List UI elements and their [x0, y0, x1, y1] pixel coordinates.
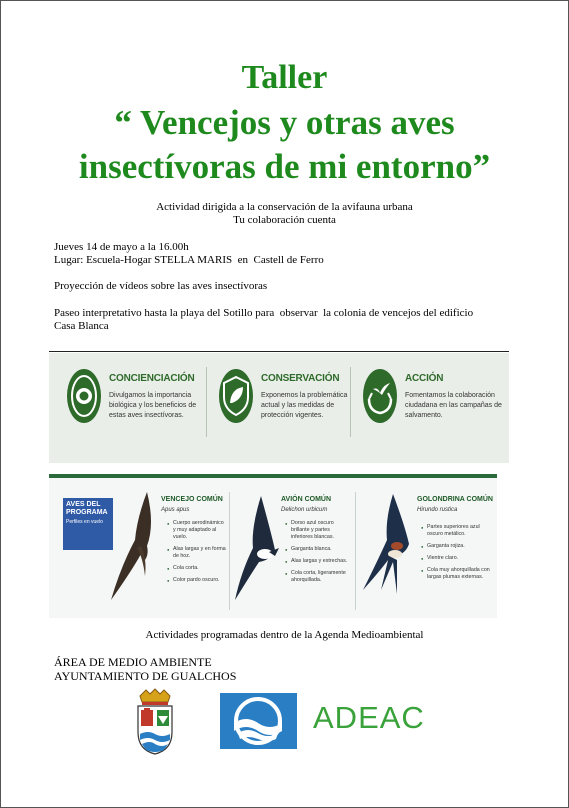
subtitle-line-2: Tu colaboración cuenta [233, 214, 336, 226]
hands-bird-icon [361, 367, 399, 425]
council-name: AYUNTAMIENTO DE GUALCHOS [54, 669, 237, 683]
bird-trait: ● Partes superiores azul oscuro metálico. [421, 524, 493, 538]
event-date: Jueves 14 de mayo a la 16.00h [54, 241, 189, 253]
bird-name: AVIÓN COMÚN [281, 496, 332, 503]
bird-trait: ● Garganta blanca. [285, 546, 353, 553]
mission-banner [49, 353, 509, 463]
blue-flag-logo [220, 693, 297, 749]
house-martin-illustration [231, 492, 281, 608]
event-walk-line-1: Paseo interpretativo hasta la playa del Sotillo para observar la colonia de vencejos del edificio [54, 307, 474, 319]
banner-item-text: Fomentamos la colaboración ciudadana en las campañas de salvamento. [405, 392, 502, 419]
bird-traits [167, 520, 227, 589]
eye-icon [65, 367, 103, 425]
banner-item-conservation [215, 365, 361, 453]
section-rule [49, 351, 509, 352]
banner-item-action [359, 365, 505, 453]
subtitle-line-1: Actividad dirigida a la conservación de la avifauna urbana [156, 201, 413, 213]
bird-trait: ● Vientre claro. [421, 555, 493, 562]
banner-item-text: Divulgamos la importancia biológica y los beneficios de estas aves insectívoras. [109, 392, 197, 419]
adeac-logo [313, 700, 425, 736]
event-place: Lugar: Escuela-Hogar STELLA MARIS en Castell de Ferro [54, 254, 324, 266]
bird-trait: ● Cola corta. [167, 565, 227, 572]
banner-item-text: Exponemos la problemática actual y las medidas de protección vigentes. [261, 392, 348, 419]
bird-trait: ● Cola corta, ligeramente ahorquillada. [285, 570, 353, 584]
title-line-2: “ Vencejos y otras aves [114, 103, 455, 142]
bird-trait: ● Alas largas y estrechas. [285, 558, 353, 565]
bird-scientific-name: Apus apus [161, 507, 190, 513]
banner-item-title: CONSERVACIÓN [261, 373, 340, 384]
banner-divider [350, 367, 351, 437]
bird-divider [355, 492, 356, 610]
bird-traits [285, 520, 353, 589]
program-title: AVES DEL PROGRAMA [66, 501, 108, 516]
bird-trait: ● Garganta rojiza. [421, 543, 493, 550]
event-walk-line-2: Casa Blanca [54, 320, 109, 332]
banner-item-title: ACCIÓN [405, 373, 444, 384]
banner-divider [206, 367, 207, 437]
bird-trait: ● Cola muy ahorquillada con largas plumas externas. [421, 567, 493, 581]
shield-leaf-icon [217, 367, 255, 425]
bird-name: GOLONDRINA COMÚN [417, 496, 493, 503]
bird-trait: ● Color pardo oscuro. [167, 577, 227, 584]
banner-item-title: CONCIENCIACIÓN [109, 373, 195, 384]
bird-divider [229, 492, 230, 610]
title-line-3: insectívoras de mi entorno” [78, 147, 491, 186]
bird-trait: ● Alas largas y en forma de hoz. [167, 546, 227, 560]
program-subtitle: Perfiles en vuelo [66, 519, 103, 525]
coat-of-arms-logo [132, 688, 178, 761]
swift-illustration [107, 488, 167, 608]
bird-scientific-name: Hirundo rustica [417, 507, 458, 513]
bird-trait: ● Dorso azul oscuro brillante y partes inferiores blancas. [285, 520, 353, 541]
environment-area: ÁREA DE MEDIO AMBIENTE [54, 655, 212, 669]
birds-panel [49, 474, 497, 618]
event-videos: Proyección de vídeos sobre las aves insectívoras [54, 280, 268, 292]
barn-swallow-illustration [359, 490, 421, 600]
program-box [63, 498, 113, 550]
bird-traits [421, 524, 493, 586]
bird-scientific-name: Delichon urbicum [281, 507, 328, 513]
bird-trait: ● Cuerpo aerodinámico y muy adaptado al vuelo. [167, 520, 227, 541]
agenda-note: Actividades programadas dentro de la Agenda Medioambiental [145, 629, 424, 641]
banner-item-awareness [63, 365, 209, 453]
adeac-wordmark: ADEAC [313, 700, 425, 735]
bird-name: VENCEJO COMÚN [161, 496, 223, 503]
title-line-1: Taller [241, 59, 328, 96]
